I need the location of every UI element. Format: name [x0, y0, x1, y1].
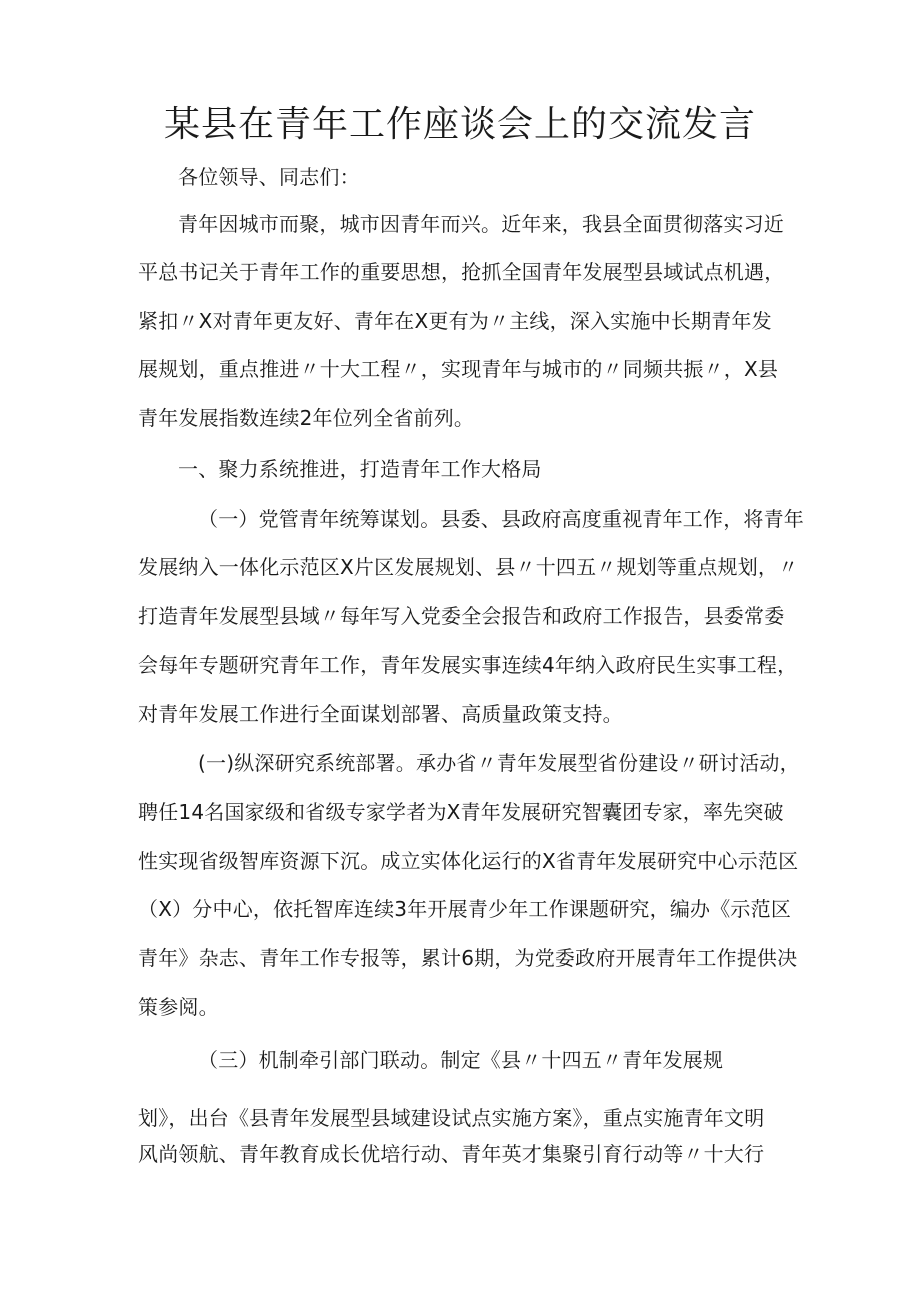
- section-heading: 一、聚力系统推进，打造青年工作大格局: [178, 457, 542, 481]
- item1-line: 对青年发展工作进行全面谋划部署、高质量政策支持。: [138, 702, 623, 726]
- item2-line: (一)纵深研究系统部署。承办省〃青年发展型省份建设〃研讨活动，: [198, 751, 800, 775]
- item1-line: 发展纳入一体化示范区X片区发展规划、县〃十四五〃规划等重点规划，〃: [138, 555, 799, 579]
- item2-line: 性实现省级智库资源下沉。成立实体化运行的X省青年发展研究中心示范区: [138, 849, 799, 873]
- item3-line: 划》，出台《县青年发展型县域建设试点实施方案》，重点实施青年文明: [138, 1106, 765, 1130]
- item1-line: 打造青年发展型县域〃每年写入党委全会报告和政府工作报告，县委常委: [138, 604, 785, 628]
- item2-line: 策参阅。: [138, 995, 219, 1019]
- greeting: 各位领导、同志们：: [178, 165, 360, 189]
- intro-line: 青年因城市而聚，城市因青年而兴。近年来，我县全面贯彻落实习近: [178, 212, 784, 236]
- item2-line: （X）分中心，依托智库连续3年开展青少年工作课题研究，编办《示范区: [138, 897, 792, 921]
- item3-line: 风尚领航、青年教育成长优培行动、青年英才集聚引育行动等〃十大行: [138, 1142, 765, 1166]
- item2-line: 青年》杂志、青年工作专报等，累计6期，为党委政府开展青年工作提供决: [138, 946, 798, 970]
- item2-line: 聘任14名国家级和省级专家学者为X青年发展研究智囊团专家，率先突破: [138, 800, 784, 824]
- intro-line: 青年发展指数连续2年位列全省前列。: [138, 406, 475, 430]
- document-title: 某县在青年工作座谈会上的交流发言: [163, 104, 756, 145]
- intro-line: 展规划，重点推进〃十大工程〃，实现青年与城市的〃同频共振〃，X县: [138, 357, 779, 381]
- item1-line: 会每年专题研究青年工作，青年发展实事连续4年纳入政府民生实事工程，: [138, 653, 798, 677]
- item3-line: （三）机制牵引部门联动。制定《县〃十四五〃青年发展规: [198, 1048, 724, 1072]
- item1-line: （一）党管青年统筹谋划。县委、县政府高度重视青年工作，将青年: [198, 507, 804, 531]
- intro-line: 紧扣〃X对青年更友好、青年在X更有为〃主线，深入实施中长期青年发: [138, 309, 772, 333]
- intro-line: 平总书记关于青年工作的重要思想，抢抓全国青年发展型县域试点机遇，: [138, 260, 785, 284]
